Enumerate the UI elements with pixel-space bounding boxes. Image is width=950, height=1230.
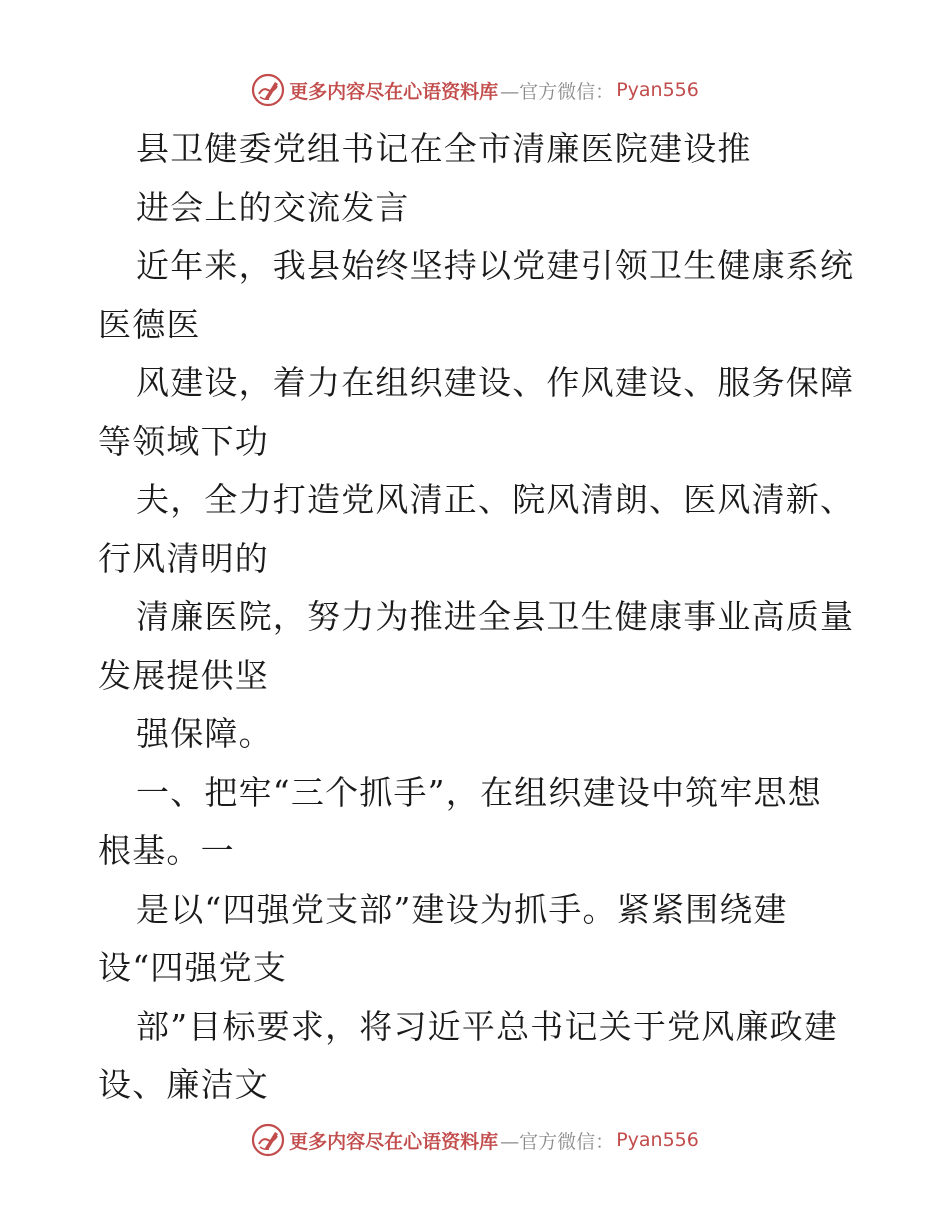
watermark-wechat-id: Pyan556 bbox=[616, 1129, 699, 1151]
doc-line: 根基。一 bbox=[98, 831, 235, 870]
watermark-header bbox=[0, 70, 950, 110]
doc-line: 进会上的交流发言 bbox=[136, 187, 410, 227]
doc-line: 发展提供坚 bbox=[98, 655, 269, 695]
doc-line: 夫，全力打造党风清正、院风清朗、医风清新、 bbox=[136, 480, 855, 519]
watermark-wechat-id: Pyan556 bbox=[616, 79, 699, 101]
doc-line: 一、把牢“三个抓手”，在组织建设中筑牢思想 bbox=[136, 772, 822, 812]
doc-line: 县卫健委党组书记在全市清廉医院建设推 bbox=[136, 129, 752, 168]
doc-line: 设“四强党支 bbox=[98, 948, 288, 987]
doc-line: 近年来，我县始终坚持以党建引领卫生健康系统 bbox=[136, 246, 855, 285]
doc-line: 风建设，着力在组织建设、作风建设、服务保障 bbox=[136, 363, 855, 402]
watermark-main-text: 更多内容尽在心语资料库 bbox=[289, 1130, 499, 1153]
doc-line: 强保障。 bbox=[136, 714, 273, 753]
doc-line: 行风清明的 bbox=[98, 538, 269, 578]
doc-line: 是以“四强党支部”建设为抓手。紧紧围绕建 bbox=[136, 889, 788, 929]
book-pen-logo-icon bbox=[251, 73, 285, 107]
book-pen-logo-icon bbox=[251, 1123, 285, 1157]
watermark-main-text: 更多内容尽在心语资料库 bbox=[289, 80, 499, 103]
document-body bbox=[98, 120, 868, 1115]
doc-line: 等领域下功 bbox=[98, 421, 269, 461]
watermark-dash-text: —官方微信： bbox=[500, 1130, 615, 1153]
doc-line: 设、廉洁文 bbox=[98, 1065, 269, 1104]
watermark-footer bbox=[0, 1120, 950, 1160]
doc-line: 清廉医院，努力为推进全县卫生健康事业高质量 bbox=[136, 597, 855, 636]
watermark-dash-text: —官方微信： bbox=[500, 80, 615, 103]
doc-line: 部”目标要求，将习近平总书记关于党风廉政建 bbox=[136, 1006, 839, 1046]
doc-line: 医德医 bbox=[98, 304, 201, 344]
